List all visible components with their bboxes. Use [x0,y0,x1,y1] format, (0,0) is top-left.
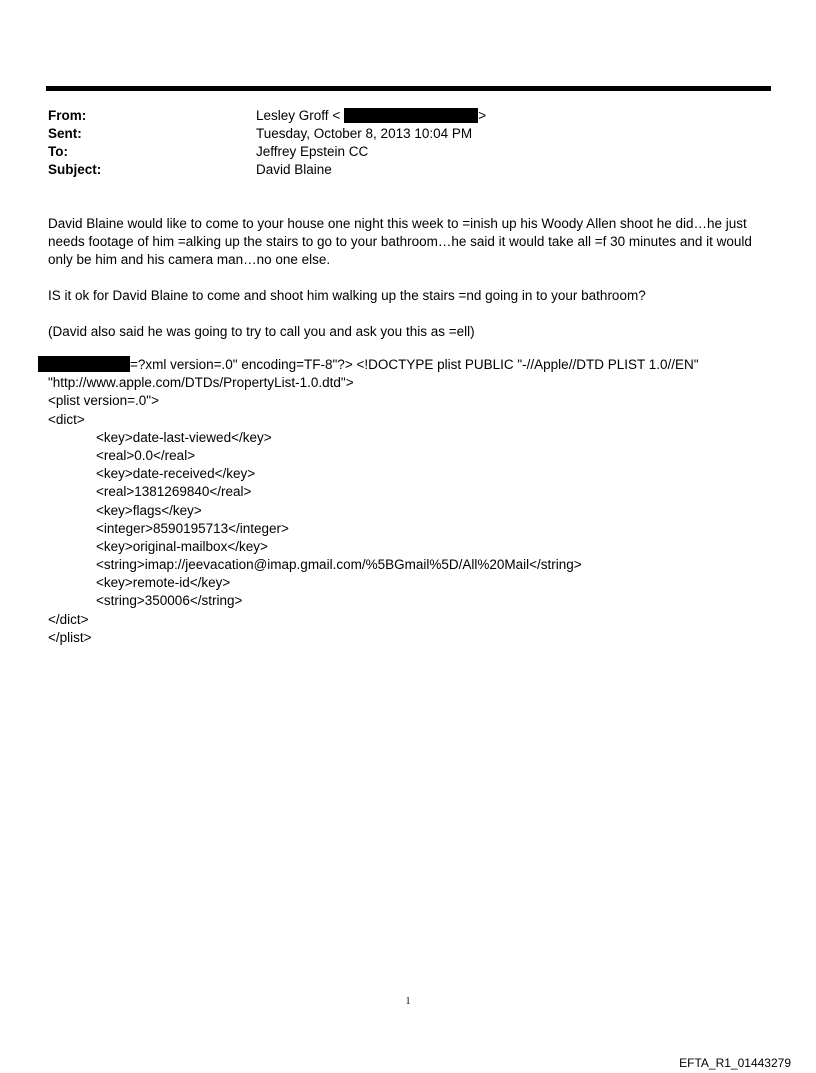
plist-entry: <string>350006</string> [96,593,243,609]
to-row [48,143,486,161]
email-close-bracket: > [478,108,487,123]
body-paragraph-3: (David also said he was going to try to call you and ask you this as =ell) [48,324,475,339]
plist-entry: <key>original-mailbox</key> [96,538,268,554]
plist-metadata [48,356,778,647]
redacted-email [344,108,478,123]
email-headers [48,107,486,179]
plist-entry: <real>1381269840</real> [96,484,252,500]
redacted-block [38,356,130,372]
plist-line: <plist version=.0"> [48,393,159,409]
sent-row [48,125,486,143]
plist-entry: <key>date-last-viewed</key> [96,429,272,445]
body-paragraph-1: David Blaine would like to come to your house one night this week to =inish up his Woody Allen shoot he did…he just needs footage of him =alking up the stairs to go to your bathroom…he said it would take all =f 30 minutes and it would only be him and his camera man…no one else. [48,216,752,267]
sent-label: Sent: [48,126,82,141]
to-value: Jeffrey Epstein CC [256,144,369,159]
header-divider [46,86,771,91]
email-body [48,215,768,359]
plist-line: </plist> [48,629,92,645]
from-label: From: [48,108,87,123]
sent-value: Tuesday, October 8, 2013 10:04 PM [256,126,473,141]
plist-entry: <integer>8590195713</integer> [96,520,289,536]
email-open-bracket: < [332,108,341,123]
plist-entry: <real>0.0</real> [96,447,196,463]
body-paragraph-2: IS it ok for David Blaine to come and shoot him walking up the stairs =nd going in to your bathroom? [48,288,646,303]
plist-entry: <string>imap://jeevacation@imap.gmail.com/%5BGmail%5D/All%20Mail</string> [96,557,582,573]
from-row [48,107,486,125]
plist-entry: <key>remote-id</key> [96,575,231,591]
plist-entry: <key>flags</key> [96,502,202,518]
plist-line: </dict> [48,611,89,627]
plist-line: =?xml version=.0" encoding=TF-8"?> <!DOCTYPE plist PUBLIC "-//Apple//DTD PLIST 1.0//EN" [130,357,699,372]
to-label: To: [48,144,68,159]
plist-entry: <key>date-received</key> [96,466,256,482]
bates-number: EFTA_R1_01443279 [679,1056,791,1070]
page-number: 1 [405,996,411,1007]
subject-row [48,161,486,179]
sender-name: Lesley Groff [256,108,329,123]
subject-value: David Blaine [256,162,332,177]
plist-line: <dict> [48,411,85,427]
subject-label: Subject: [48,162,102,177]
plist-line: "http://www.apple.com/DTDs/PropertyList-1.0.dtd"> [48,375,354,391]
from-value [256,107,486,125]
